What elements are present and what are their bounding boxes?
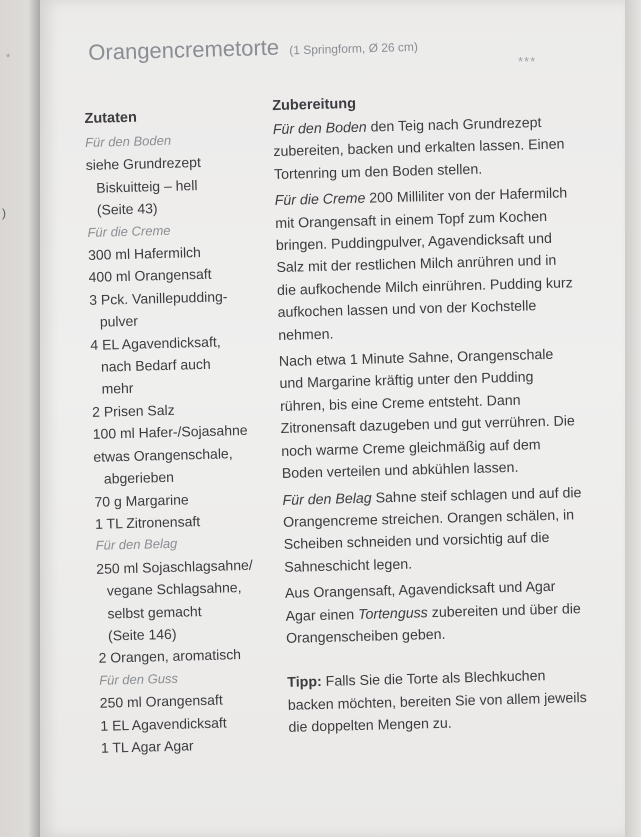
prep-paragraph-topping (282, 482, 584, 579)
recipe-title: Orangencremetorte (88, 34, 280, 65)
left-page-mark: ) (2, 206, 6, 220)
tip-text: Falls Sie die Torte als Blechkuchen backen möchten, bereiten Sie von allem jeweils die doppelten Mengen zu. (287, 668, 587, 737)
ingredient-item: 2 Prisen Salz (91, 401, 175, 420)
ingredient-item: 300 ml Hafermilch (87, 244, 202, 263)
ingredients-list (85, 127, 286, 759)
ingredients-column (84, 95, 286, 759)
ingredient-section-label: Für den Belag (95, 536, 178, 554)
prep-paragraph-cream (274, 182, 578, 347)
prep-paragraph-glaze (285, 575, 587, 650)
prep-label-topping: Für den Belag (282, 490, 372, 509)
ingredient-item: siehe Grundrezept (85, 154, 202, 174)
prep-label-cream: Für die Creme (274, 190, 366, 210)
recipe-content (84, 87, 602, 800)
ingredient-item: 400 ml Orangensaft (88, 266, 212, 286)
tip-label: Tipp: (287, 674, 322, 692)
ingredient-item: 250 ml Orangensaft (99, 691, 223, 711)
ingredient-item-continued: nach Bedarf auch (100, 355, 211, 375)
ingredient-section-label: Für die Creme (87, 222, 171, 240)
ingredient-section-label: Für den Boden (84, 132, 172, 150)
prep-text-glaze-post: zubereiten und über die Orangenscheiben geben. (285, 600, 581, 647)
prep-label-glaze: Tortenguss (357, 604, 428, 623)
ingredient-section-label: Für den Guss (98, 670, 179, 688)
ingredient-item-continued: abgerieben (103, 468, 175, 487)
prep-paragraph-mix (279, 343, 582, 485)
ingredients-heading: Zutaten (84, 109, 138, 127)
prep-text-base: den Teig nach Grundrezept zubereiten, backen und erkalten lassen. Einen Tortenring um den Boden stellen. (273, 115, 565, 183)
ingredient-item: 1 TL Agar Agar (100, 737, 194, 756)
prep-label-base: Für den Boden (272, 119, 367, 139)
preparation-column (272, 87, 589, 743)
ingredient-item: etwas Orangenschale, (93, 444, 233, 465)
left-page-edge (0, 0, 40, 837)
ingredient-item: 2 Orangen, aromatisch (98, 646, 242, 667)
ingredient-item: 4 EL Agavendicksaft, (90, 333, 221, 353)
prep-text-mix: Nach etwa 1 Minute Sahne, Orangenschale und Margarine kräftig unter den Pudding rühren, bis eine Creme entsteht. Dann Zitronensaft dazugeben und gut verrühren. Die noch warme Creme gleichmäßig auf dem Boden verteilen und abkühlen lassen. (278, 346, 575, 483)
ingredient-item-continued: mehr (101, 380, 134, 398)
ingredient-item-continued: (Seite 43) (96, 200, 158, 218)
ingredient-item-continued: (Seite 146) (107, 625, 177, 644)
left-page-star: * (6, 52, 11, 64)
ingredient-item: 100 ml Hafer-/Sojasahne (92, 422, 248, 443)
ingredient-item: 70 g Margarine (94, 490, 189, 510)
prep-text-topping: Sahne steif schlagen und auf die Orangencreme streichen. Orangen schälen, in Scheiben schneiden und vorsichtig auf die Sahneschicht legen. (282, 484, 582, 576)
preparation-heading: Zubereitung (272, 95, 357, 115)
ingredient-item-continued: selbst gemacht (107, 602, 202, 622)
ingredient-item: 1 TL Zitronensaft (94, 513, 201, 532)
prep-text-cream: 200 Milliliter von der Hafermilch mit Orangensaft in einem Topf zum Kochen bringen. Puddingpulver, Agavendicksaft und Salz mit der restlichen Milch anrühren und in die aufkochende Milch einrühren. Pudding kurz aufkochen lassen und von der Kochstelle nehmen. (275, 185, 573, 344)
ingredient-item-continued: Biskuitteig – hell (96, 176, 198, 196)
prep-text-glaze-pre: Aus Orangensaft, Agavendicksaft und Agar Agar einen (284, 578, 556, 625)
ingredient-item-continued: pulver (99, 312, 139, 330)
recipe-subtitle: (1 Springform, Ø 26 cm) (289, 39, 419, 58)
page-edge-right (625, 0, 641, 837)
ingredient-item: 3 Pck. Vanillepudding- (89, 288, 228, 308)
difficulty-stars: *** (518, 54, 537, 69)
tip-paragraph (287, 664, 589, 739)
ingredient-item: 250 ml Sojaschlagsahne/ (96, 556, 253, 577)
ingredient-item-continued: vegane Schlagsahne, (106, 579, 242, 599)
ingredient-item: 1 EL Agavendicksaft (100, 714, 227, 734)
prep-paragraph-base (273, 111, 575, 186)
